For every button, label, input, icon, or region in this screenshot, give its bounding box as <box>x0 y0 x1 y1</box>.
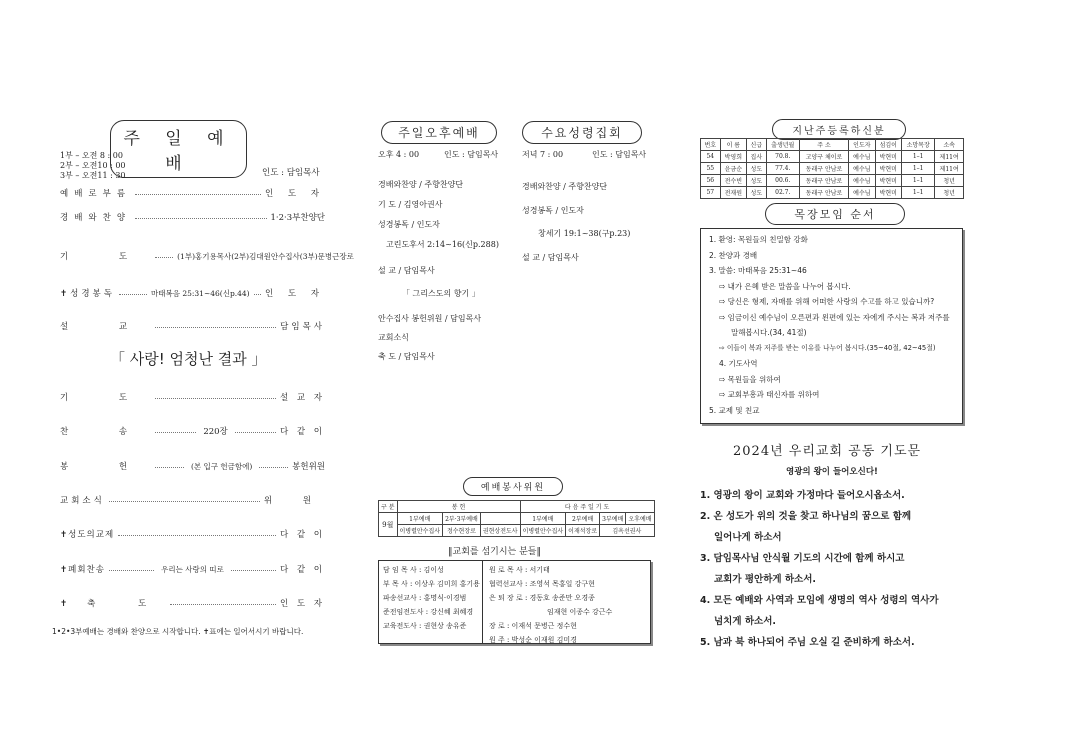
wednesday-item: 설 교 / 담임목사 <box>522 253 579 262</box>
agenda-question: ⇨ 내가 은혜 받은 말씀을 나누어 봅시다. <box>719 281 851 291</box>
committee-name: 김옥선권사 <box>600 525 654 537</box>
newcomers-header: 소속 <box>935 139 964 151</box>
main-service-title: 주 일 예 배 <box>110 120 247 178</box>
order-row: 기 도 (1부)홍기용목사(2부)김대원안수집사(3부)문병근장로 <box>60 251 354 262</box>
cell-group-box <box>700 228 963 424</box>
afternoon-item: 안수집사 봉헌위원 / 담임목사 <box>378 314 482 323</box>
agenda-item: 3. 말씀: 마태복음 25:31~46 <box>709 266 807 275</box>
staff-entry: 협력선교사 : 조영석 목홍일 강구현 <box>489 580 595 588</box>
order-row: ✝성경봉독 마태복음 25:31~46(신p.44) 인 도 자 <box>60 288 325 299</box>
committee-header: 다 음 주 일 기 도 <box>520 501 654 513</box>
order-row: 설 교 담임목사 <box>60 322 325 332</box>
staff-left <box>379 563 484 633</box>
wednesday-scripture: 창세기 19:1~38(구p.23) <box>538 229 631 238</box>
prayer-item-cont: 넘치게 하소서. <box>714 616 776 627</box>
committee-name: 이병렬안수집사 <box>397 525 443 537</box>
prayer-item: 5. 남과 북 하나되어 주님 오실 길 준비하게 하소서. <box>700 637 915 648</box>
committee-name: 정수현장로 <box>443 525 481 537</box>
wednesday-time: 저녁 7 : 00 <box>522 150 564 159</box>
staff-entry: 담 임 목 사 : 김이성 <box>383 566 444 574</box>
prayer-item: 2. 온 성도가 위의 것을 찾고 하나님의 꿈으로 함께 <box>700 511 912 522</box>
newcomers-title: 지난주등록하신분 <box>772 119 906 140</box>
prayer-title: 2024년 우리교회 공동 기도문 <box>733 444 922 459</box>
agenda-question: ⇨ 목원들을 위하여 <box>719 374 781 384</box>
afternoon-time: 오후 4 : 00 <box>378 150 420 159</box>
staff-entry: 원 주 : 박성순 이재원 김미경 <box>489 636 577 644</box>
newcomers-header: 섬김이 <box>875 139 901 151</box>
committee-header: 구 분 <box>379 501 398 513</box>
agenda-question-cont: 말해봅시다.(34, 41절) <box>731 328 807 337</box>
agenda-question: ⇨ 당신은 형제, 자매를 위해 어떠한 사랑의 수고를 하고 있습니까? <box>719 297 935 306</box>
service-time-2: 2부 – 오전10 : 00 <box>60 161 126 170</box>
newcomers-header: 소망목장 <box>902 139 935 151</box>
staff-divider <box>482 561 483 643</box>
order-row: 예배로부름 인 도 자 <box>60 189 325 199</box>
newcomers-header: 출생년월 <box>766 139 799 151</box>
prayer-list <box>700 485 939 653</box>
prayer-item-cont: 교회가 평안하게 하소서. <box>714 574 816 585</box>
afternoon-title: 주일오후예배 <box>381 121 497 144</box>
service-note: 1•2•3부예배는 경배와 찬양으로 시작합니다. ✝표에는 일어서시기 바랍니다. <box>52 627 304 636</box>
wednesday-item: 성경봉독 / 인도자 <box>522 206 584 215</box>
wednesday-title: 수요성령집회 <box>522 121 642 144</box>
newcomers-table <box>700 138 964 199</box>
committee-sub: 1부예배 <box>520 513 566 525</box>
committee-sub: 2부예배 <box>566 513 600 525</box>
service-times <box>60 151 126 181</box>
wednesday-item: 경배와찬양 / 주향찬양단 <box>522 182 608 191</box>
prayer-item: 4. 모든 예배와 사역과 모임에 생명의 역사 성령의 역사가 <box>700 595 939 606</box>
staff-entry: 은 퇴 장 로 : 경동호 송준만 오경종 <box>489 594 595 602</box>
agenda-question: ⇨ 임금이신 예수님이 오른편과 왼편에 있는 자에게 주시는 복과 저주를 <box>719 312 950 322</box>
staff-entry: 장 로 : 이재석 문병근 정수현 <box>489 622 577 630</box>
prayer-item: 1. 영광의 왕이 교회와 가정마다 들어오시옵소서. <box>700 490 905 501</box>
staff-entry: 준전임전도사 : 강신혜 최혜경 <box>383 608 474 616</box>
committee-sub: 1부예배 <box>397 513 443 525</box>
prayer-subtitle: 영광의 왕이 들어오신다! <box>786 467 878 477</box>
table-row: 54 박영희 집사 70.8. 고양구 체이로 예수님 박현미 1–1 제11여 <box>701 151 964 163</box>
afternoon-sermon-title: 「 그리스도의 향기 」 <box>402 289 480 298</box>
order-row: 찬 송 220장 다 같 이 <box>60 427 326 437</box>
newcomers-header: 번호 <box>701 139 721 151</box>
newcomers-header: 신급 <box>747 139 767 151</box>
committee-name: 이재석장로 <box>566 525 600 537</box>
committee-table <box>378 500 655 537</box>
committee-month: 9월 <box>379 513 398 537</box>
afternoon-item: 축 도 / 담임목사 <box>378 352 435 361</box>
prayer-item-cont: 일어나게 하소서 <box>714 532 782 543</box>
table-row: 55 윤금순 성도 77.4. 동래구 안남로 예수님 박현미 1–1 제11여 <box>701 163 964 175</box>
committee-sub: 3부예배 <box>600 513 626 525</box>
afternoon-leader: 인도 : 담임목사 <box>444 150 499 159</box>
staff-entry: 임재현 이종수 강근수 <box>547 608 613 616</box>
order-row: ✝축 도 인 도 자 <box>60 599 325 609</box>
afternoon-item: 설 교 / 담임목사 <box>378 266 435 275</box>
committee-title: 예배봉사위원 <box>463 477 563 496</box>
staff-entry: 파송선교사 : 홍명식·이경범 <box>383 594 467 602</box>
sermon-title: 「 사랑! 엄청난 결과 」 <box>110 350 267 368</box>
newcomers-header: 인도자 <box>849 139 875 151</box>
table-row: 57 전재원 성도 02.7. 동래구 안남로 예수님 박현미 1–1 청년 <box>701 187 964 199</box>
order-row: 기 도 설 교 자 <box>60 393 325 403</box>
agenda-question: ⇨ 교회부흥과 태신자를 위하여 <box>719 390 820 399</box>
cell-group-title: 목장모임 순서 <box>765 203 905 225</box>
afternoon-scripture: 고린도후서 2:14~16(신p.288) <box>386 240 499 249</box>
order-row: 봉 헌 (본 입구 헌금함에) 봉헌위원 <box>60 461 326 472</box>
committee-header: 봉 헌 <box>397 501 520 513</box>
staff-right <box>485 563 616 647</box>
committee-sub: 2부·3부예배 <box>443 513 481 525</box>
prayer-item: 3. 담임목사님 안식월 기도의 시간에 함께 하시고 <box>700 553 905 564</box>
staff-box <box>378 560 651 644</box>
main-leader: 인도 : 담임목사 <box>262 168 320 178</box>
wednesday-leader: 인도 : 담임목사 <box>592 150 647 159</box>
staff-title: ‖교회를 섬기시는 분들‖ <box>448 547 541 557</box>
staff-entry: 부 목 사 : 이상우 김미희 홍기용 <box>383 580 480 588</box>
service-time-1: 1부 – 오전 8 : 00 <box>60 151 123 160</box>
staff-entry: 원 로 목 사 : 서기태 <box>489 566 550 574</box>
agenda-item: 2. 찬양과 경배 <box>709 250 758 260</box>
table-row: 56 전수빈 성도 00.6. 동래구 안남로 예수님 박현미 1–1 청년 <box>701 175 964 187</box>
afternoon-item: 경배와찬양 / 주향찬양단 <box>378 180 464 189</box>
order-row: 교회소식 위 원 <box>60 496 325 506</box>
order-row: 경배와찬양 1·2·3부찬양단 <box>60 213 325 223</box>
committee-name: 권현상전도사 <box>480 525 520 537</box>
afternoon-item: 기 도 / 김영아권사 <box>378 200 443 209</box>
newcomers-header: 이 름 <box>720 139 746 151</box>
agenda-item: 4. 기도사역 <box>719 359 758 368</box>
order-row: ✝성도의교제 다 같 이 <box>60 530 325 540</box>
afternoon-item: 성경봉독 / 인도자 <box>378 220 440 229</box>
order-row: ✝폐회찬송 우리는 사랑의 띠로 다 같 이 <box>60 564 325 575</box>
newcomers-header: 주 소 <box>799 139 848 151</box>
staff-entry: 교육전도사 : 권현상 송유준 <box>383 622 467 630</box>
agenda-item: 5. 교제 및 친교 <box>709 405 760 415</box>
afternoon-item: 교회소식 <box>378 333 409 342</box>
committee-sub: 오후예배 <box>626 513 654 525</box>
agenda-question: ⇨ 이들이 복과 저주를 받는 이유를 나누어 봅시다.(35~40절, 42~45절) <box>719 343 936 352</box>
service-time-3: 3부 – 오전11 : 30 <box>60 171 126 180</box>
agenda-item: 1. 환영: 목원들의 친밀함 강화 <box>709 235 808 244</box>
committee-name: 이병렬안수집사 <box>520 525 566 537</box>
